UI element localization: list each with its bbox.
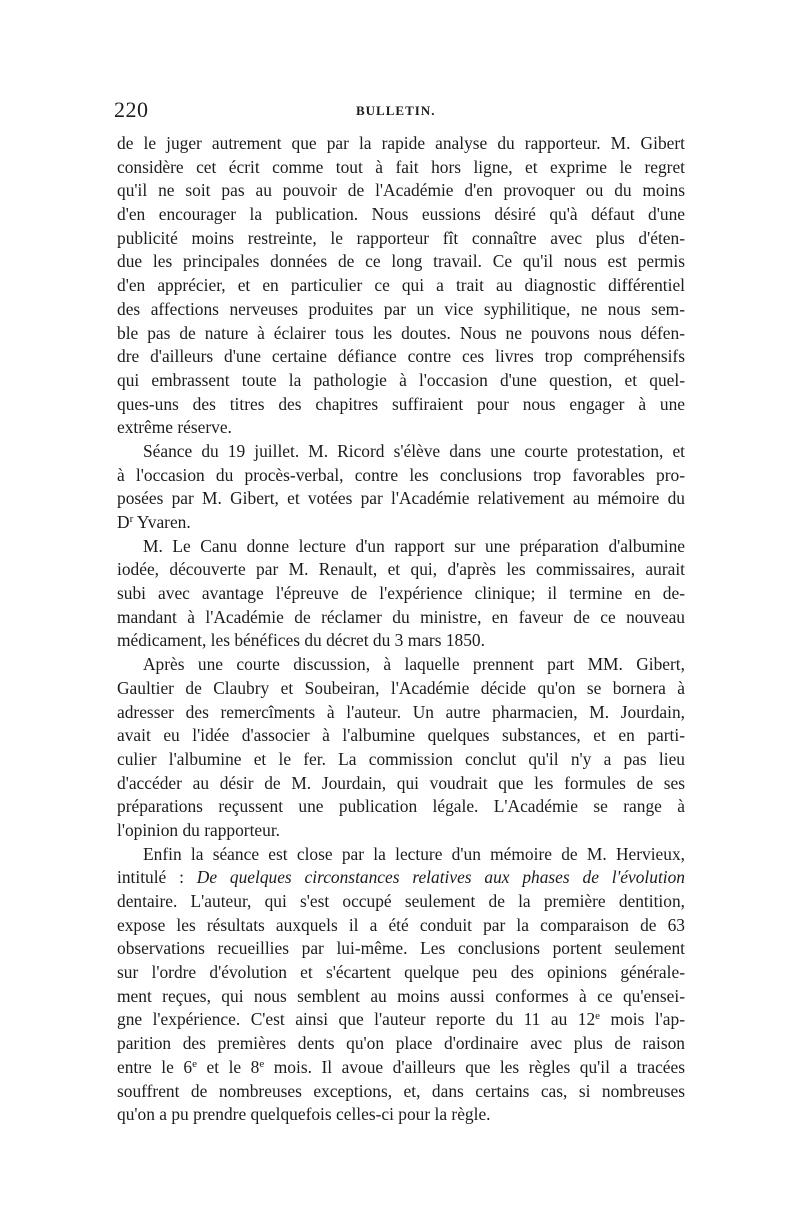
text-line — [117, 511, 685, 535]
text-line: des affections nerveuses produites par un vice syphilitique, ne nous sem- — [117, 298, 685, 319]
text-line: M. Le Canu donne lecture d'un rapport sur une préparation d'albumine — [143, 535, 685, 556]
text-line: due les principales données de ce long travail. Ce qu'il nous est permis — [117, 251, 685, 272]
text-line: qu'il ne soit pas au pouvoir de l'Académie d'en provoquer ou du moins — [117, 180, 685, 201]
text-line: Enfin la séance est close par la lecture d'un mémoire de M. Hervieux, — [143, 843, 685, 864]
line-text: entre le 6 — [117, 1056, 193, 1077]
text-line: subi avec avantage l'épreuve de l'expérience clinique; il termine en de- — [117, 583, 685, 604]
text-line: d'en apprécier, et en particulier ce qui a trait au diagnostic différentiel — [117, 275, 685, 296]
text-line: adresser des remercîments à l'auteur. Un autre pharmacien, M. Jourdain, — [117, 701, 685, 722]
text-line: sur l'ordre d'évolution et s'écartent quelque peu des opinions générale- — [117, 962, 685, 983]
text-line: préparations reçussent une publication légale. L'Académie se range à — [117, 796, 685, 817]
text-line: mandant à l'Académie de réclamer du ministre, en faveur de ce nouveau — [117, 606, 685, 627]
text-line — [117, 866, 685, 890]
memoir-title: De quelques circonstances relatives aux phases de l'évolution — [196, 867, 686, 888]
text-line: publicité moins restreinte, le rapporteur fît connaître avec plus d'éten- — [117, 227, 685, 248]
text-line: parition des premières dents qu'on place d'ordinaire avec plus de raison — [117, 1033, 685, 1054]
text-line: médicament, les bénéfices du décret du 3 mars 1850. — [117, 630, 485, 651]
text-line: expose les résultats auxquels il a été conduit par la comparaison de 63 — [117, 914, 685, 935]
line-tail: mois. Il avoue d'ailleurs que les règles qu'il a tracées — [264, 1056, 685, 1077]
text-line: Après une courte discussion, à laquelle prennent part MM. Gibert, — [143, 654, 685, 675]
text-line: qui embrassent toute la pathologie à l'occasion d'une question, et quel- — [117, 369, 685, 390]
text-line: extrême réserve. — [117, 417, 232, 438]
text-line: avait eu l'idée d'associer à l'albumine quelques substances, et en parti- — [117, 725, 685, 746]
text-line: posées par M. Gibert, et votées par l'Académie relativement au mémoire du — [117, 488, 685, 509]
text-line — [117, 1008, 685, 1032]
text-line: d'accéder au désir de M. Jourdain, qui voudrait que les formules de ses — [117, 772, 685, 793]
text-line: dentaire. L'auteur, qui s'est occupé seulement de la première dentition, — [117, 891, 685, 911]
text-line: à l'occasion du procès-verbal, contre les conclusions trop favorables pro- — [117, 464, 685, 485]
text-line: d'en encourager la publication. Nous eussions désiré qu'à défaut d'une — [117, 204, 685, 225]
eighth-superscript: e — [259, 1057, 265, 1070]
dr-abbreviation: D — [117, 512, 130, 532]
text-line — [117, 1056, 685, 1080]
intitule-prefix: intitulé : — [117, 867, 197, 888]
running-title: BULLETIN. — [356, 103, 436, 118]
dr-name: Yvaren. — [133, 512, 191, 532]
dr-superscript: r — [129, 513, 134, 525]
line-text: gne l'expérience. C'est ainsi que l'auteur reporte du 11 au 12 — [117, 1009, 596, 1030]
body-text — [117, 132, 685, 1127]
sixth-superscript: e — [192, 1057, 197, 1070]
text-line: Séance du 19 juillet. M. Ricord s'élève dans une courte protestation, et — [143, 440, 685, 461]
text-line: ble pas de nature à éclairer tous les doutes. Nous ne pouvons nous défen- — [117, 322, 685, 343]
text-line: qu'on a pu prendre quelquefois celles-ci pour la règle. — [117, 1104, 491, 1125]
text-line: dre d'ailleurs d'une certaine défiance contre ces livres trop compréhensifs — [117, 346, 685, 367]
text-line: ment reçues, qui nous semblent au moins aussi conformes à ce qu'ensei- — [117, 985, 685, 1006]
text-line: iodée, découverte par M. Renault, et qui, d'après les commissaires, aurait — [117, 559, 685, 580]
text-line: Gaultier de Claubry et Soubeiran, l'Académie décide qu'on se bornera à — [117, 677, 685, 698]
page-number: 220 — [114, 97, 149, 122]
running-head — [114, 96, 682, 126]
text-line: de le juger autrement que par la rapide analyse du rapporteur. M. Gibert — [117, 133, 685, 153]
line-middle: et le 8 — [196, 1056, 260, 1077]
text-line: l'opinion du rapporteur. — [117, 819, 281, 840]
text-line: ques-uns des titres des chapitres suffiraient pour nous engager à une — [117, 393, 685, 414]
text-line: culier l'albumine et le fer. La commission conclut qu'il n'y a pas lieu — [117, 748, 685, 769]
text-line: considère cet écrit comme tout à fait hors ligne, et exprime le regret — [117, 156, 685, 177]
text-line: souffrent de nombreuses exceptions, et, dans certains cas, si nombreuses — [117, 1080, 685, 1101]
twelfth-superscript: e — [595, 1010, 601, 1023]
line-tail: mois l'ap- — [600, 1009, 686, 1030]
text-line: observations recueillies par lui-même. Les conclusions portent seulement — [117, 938, 685, 959]
